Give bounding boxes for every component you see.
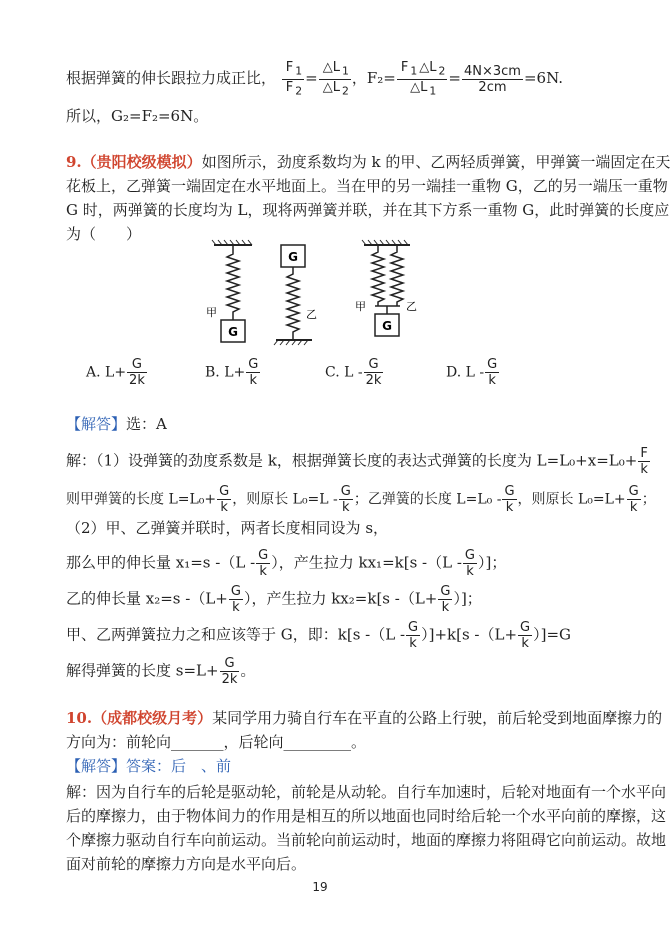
q9-line-2: 花板上，乙弹簧一端固定在水平地面上。当在甲的另一端挂一重物 G，乙的另一端压一重物 <box>66 177 668 195</box>
option-b[interactable]: B. L+ $\frac{G}{k}$ <box>205 357 259 388</box>
q9-line-4: 为（ ） <box>66 225 142 243</box>
q9-solution-6: 甲、乙两弹簧拉力之和应该等于 G，即：k[s -（L - $\frac{G}{k}$ ）]+k[s -（L+ $\frac{G}{k}$ ）]=G <box>66 620 572 651</box>
q10-explain-1: 解：因为自行车的后轮是驱动轮，前轮是从动轮。自行车加速时，后轮对地面有一个水平向 <box>66 783 667 801</box>
spring-figure <box>200 240 430 355</box>
q10-explain-4: 面对前轮的摩擦力方向是水平向后。 <box>66 855 307 873</box>
q9-solution-5: 乙的伸长量 x₂=s -（L+ $\frac{G}{k}$ ），产生拉力 kx₂=k[s -（L+ $\frac{G}{k}$ ）]； <box>66 584 482 615</box>
q9-solution-3: （2）甲、乙弹簧并联时，两者长度相同设为 s， <box>66 519 389 537</box>
figure-jia <box>206 240 252 342</box>
ratio-force: $\frac{F _1}{F _2}$ <box>282 60 304 98</box>
svg-text:G: G <box>228 325 238 339</box>
q9-solution-7: 解得弹簧的长度 s=L+ $\frac{G}{2k}$ 。 <box>66 656 256 687</box>
q10-line-1: 10.（成都校级月考）某同学用力骑自行车在平直的公路上行驶，前后轮受到地面摩擦力的 <box>66 709 663 727</box>
figure-yi <box>274 245 317 345</box>
svg-text:甲: 甲 <box>206 306 217 319</box>
svg-text:乙: 乙 <box>306 308 317 321</box>
q10-line-2: 方向为：前轮向_______，后轮向_________。 <box>66 733 367 751</box>
q10-answer: 【解答】答案：后 、前 <box>66 757 232 775</box>
page-number: 19 <box>312 880 328 894</box>
q9-answer: 【解答】选：A <box>66 415 167 433</box>
option-d[interactable]: D. L - $\frac{G}{k}$ <box>446 357 498 388</box>
q10-explain-2: 后的摩擦力，由于物体间力的作用是相互的所以地面也同时给后轮一个水平向前的摩擦，这 <box>66 807 667 825</box>
ratio-f1-dl2: $\frac{F _1 \triangle L _2}{\triangle L _1}$ <box>397 60 448 98</box>
q9-solution-2: 则甲弹簧的长度 L=L₀+ $\frac{G}{k}$ ，则原长 L₀=L - $\frac{G}{k}$ ；乙弹簧的长度 L=L₀ - $\frac{G}{k}$ ，则原长 L₀=L+ $\frac{G}{k}$ ； <box>66 484 656 515</box>
calc-fraction: $\frac{4N\times 3cm}{2cm}$ <box>463 63 521 95</box>
svg-text:甲: 甲 <box>355 300 366 313</box>
formula-line-1: 根据弹簧的伸长跟拉力成正比， $\frac{F _1}{F _2}$ = $\frac{\triangle L _1}{\triangle L _2}$ ，F₂= $\frac{F _1 \triangle L _2}{\triangle L _1}$ = $\frac{4N\times 3cm}{2cm}$ =6N. <box>66 60 564 98</box>
svg-text:G: G <box>382 319 392 333</box>
svg-text:G: G <box>288 250 298 264</box>
q9-line-1: 9.（贵阳校级模拟）如图所示，劲度系数均为 k 的甲、乙两轻质弹簧，甲弹簧一端固定在天 <box>66 153 670 171</box>
formula-line-2: 所以，G₂=F₂=6N。 <box>66 107 209 125</box>
q9-line-3: G 时，两弹簧的长度均为 L，现将两弹簧并联，并在其下方系一重物 G，此时弹簧的长度应 <box>66 201 670 219</box>
ratio-elongation: $\frac{\triangle L _1}{\triangle L _2}$ <box>319 60 351 98</box>
svg-text:乙: 乙 <box>406 300 417 313</box>
option-c[interactable]: C. L - $\frac{G}{2k}$ <box>325 357 382 388</box>
figure-parallel <box>355 240 417 336</box>
q9-solution-4: 那么甲的伸长量 x₁=s -（L - $\frac{G}{k}$ ），产生拉力 kx₁=k[s -（L - $\frac{G}{k}$ ）]； <box>66 548 507 579</box>
q9-solution-1: 解：（1）设弹簧的劲度系数是 k，根据弹簧长度的表达式弹簧的长度为 L=L₀+x=L₀+ $\frac{F}{k}$ <box>66 446 648 477</box>
option-a[interactable]: A. L+ $\frac{G}{2k}$ <box>86 357 145 388</box>
q10-explain-3: 个摩擦力驱动自行车向前运动。当前轮向前运动时，地面的摩擦力将阻碍它向前运动。故地 <box>66 831 667 849</box>
